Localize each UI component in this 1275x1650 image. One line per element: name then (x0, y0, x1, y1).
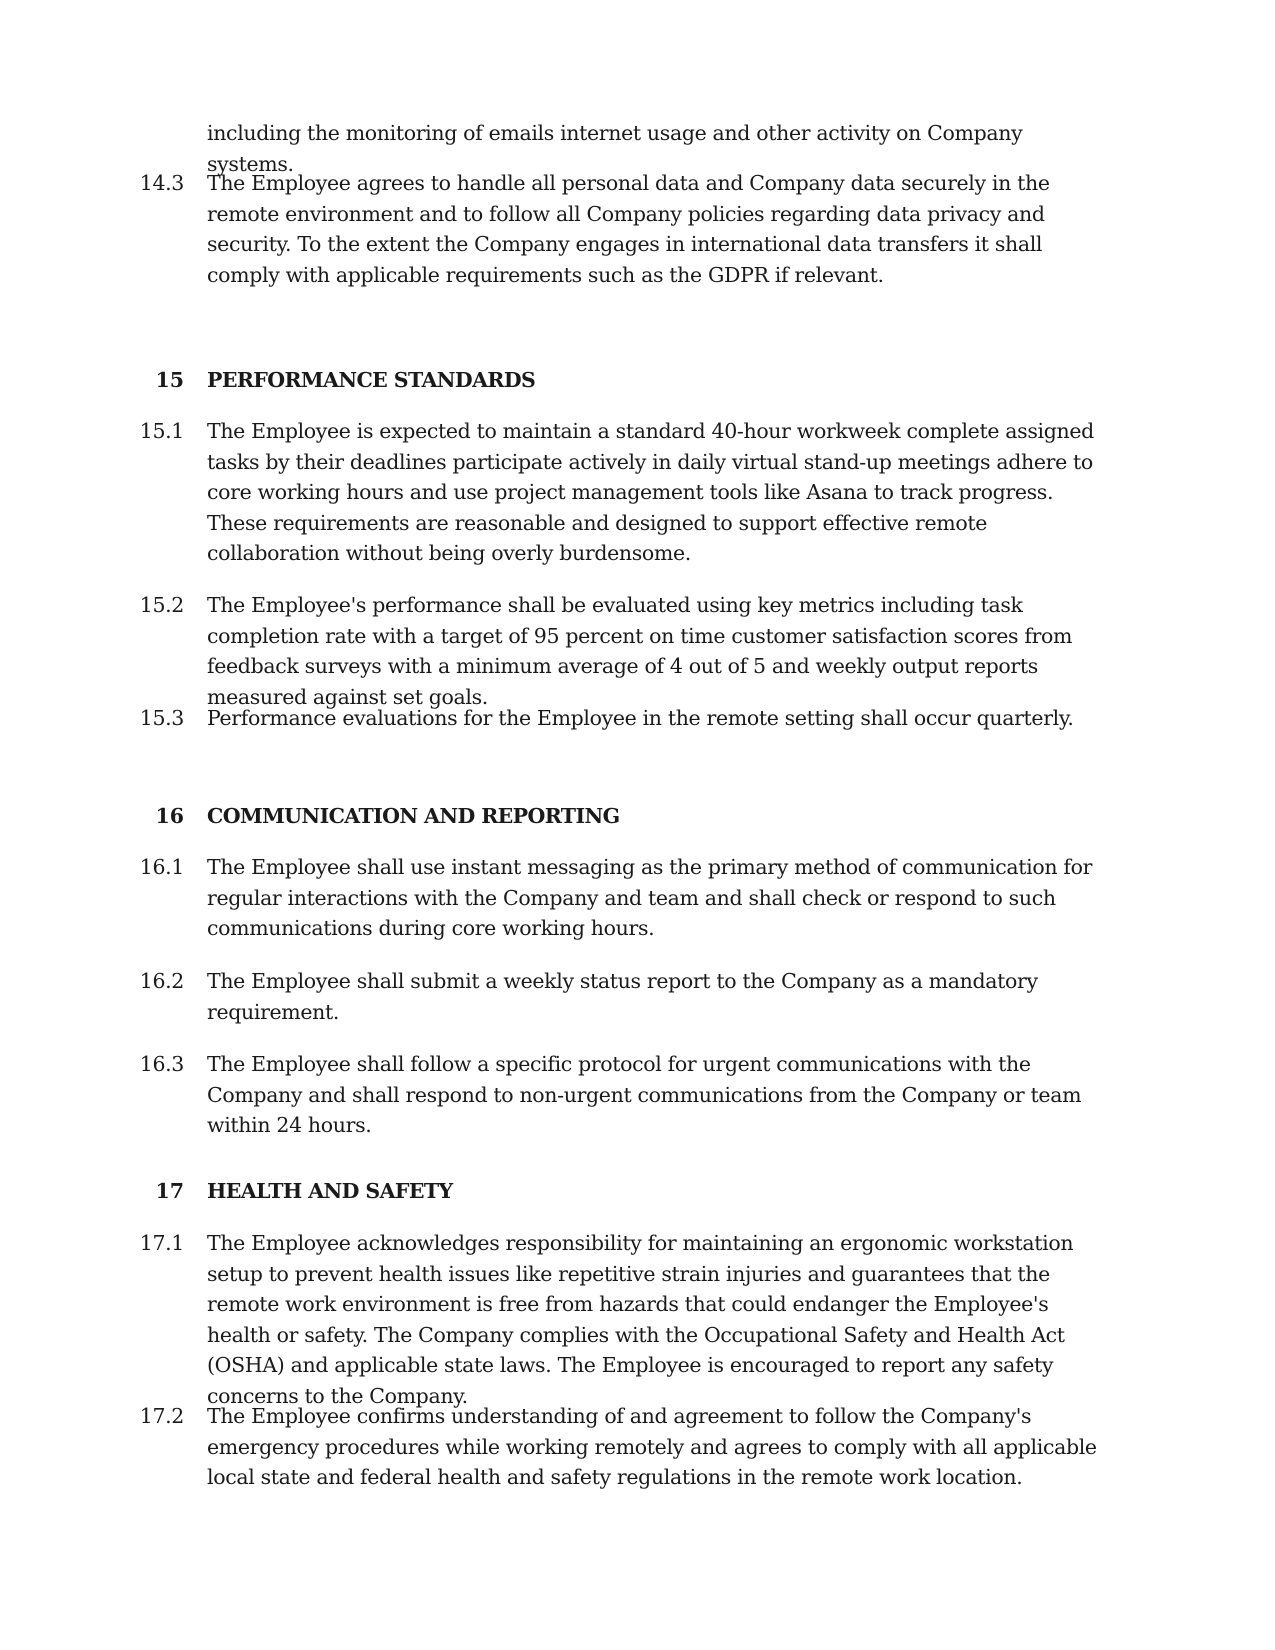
clause-text: The Employee acknowledges responsibility for maintaining an ergonomic workstation setup to prevent health issues like repetitive strain injuries and guarantees that the remote work environment is free from hazards that could endanger the Employee's health or safety. The Company complies with the Occupational Safety and Health Act (OSHA) and applicable state laws. The Employee is encouraged to report any safety concerns to the Company. (207, 1231, 1074, 1408)
section-heading: PERFORMANCE STANDARDS (207, 368, 536, 392)
clause-number: 16.1 (139, 855, 184, 879)
clause-text: The Employee agrees to handle all personal data and Company data securely in the remote environment and to follow all Company policies regarding data privacy and security. To the extent the Company engages in international data transfers it shall comply with applicable requirements such as the GDPR if relevant. (207, 171, 1050, 287)
section-heading: HEALTH AND SAFETY (207, 1179, 453, 1203)
section-number: 17 (155, 1179, 184, 1203)
clause-number: 16.3 (139, 1052, 184, 1076)
section-number: 16 (155, 804, 184, 828)
clause-text: The Employee is expected to maintain a standard 40-hour workweek complete assigned tasks by their deadlines participate actively in daily virtual stand-up meetings adhere to core working hours and use project management tools like Asana to track progress. These requirements are reasonable and designed to support effective remote collaboration without being overly burdensome. (207, 419, 1094, 565)
section-number: 15 (155, 368, 184, 392)
clause-number: 17.2 (139, 1404, 184, 1428)
clause-text: The Employee shall submit a weekly status report to the Company as a mandatory requirement. (207, 969, 1038, 1024)
continuation-text: including the monitoring of emails internet usage and other activity on Company systems. (207, 121, 1023, 176)
clause-text: The Employee confirms understanding of and agreement to follow the Company's emergency procedures while working remotely and agrees to comply with all applicable local state and federal health and safety regulations in the remote work location. (207, 1404, 1097, 1489)
clause-text: The Employee shall use instant messaging as the primary method of communication for regular interactions with the Company and team and shall check or respond to such communications during core working hours. (207, 855, 1093, 940)
section-heading: COMMUNICATION AND REPORTING (207, 804, 620, 828)
clause-number: 15.2 (139, 593, 184, 617)
clause-text: The Employee's performance shall be evaluated using key metrics including task completion rate with a target of 95 percent on time customer satisfaction scores from feedback surveys with a minimum average of 4 out of 5 and weekly output reports measured against set goals. (207, 593, 1073, 709)
clause-number: 15.3 (139, 706, 184, 730)
clause-number: 16.2 (139, 969, 184, 993)
clause-text: The Employee shall follow a specific protocol for urgent communications with the Company and shall respond to non-urgent communications from the Company or team within 24 hours. (207, 1052, 1082, 1137)
clause-number: 17.1 (139, 1231, 184, 1255)
clause-number: 14.3 (139, 171, 184, 195)
clause-number: 15.1 (139, 419, 184, 443)
clause-text: Performance evaluations for the Employee in the remote setting shall occur quarterly. (207, 706, 1074, 730)
